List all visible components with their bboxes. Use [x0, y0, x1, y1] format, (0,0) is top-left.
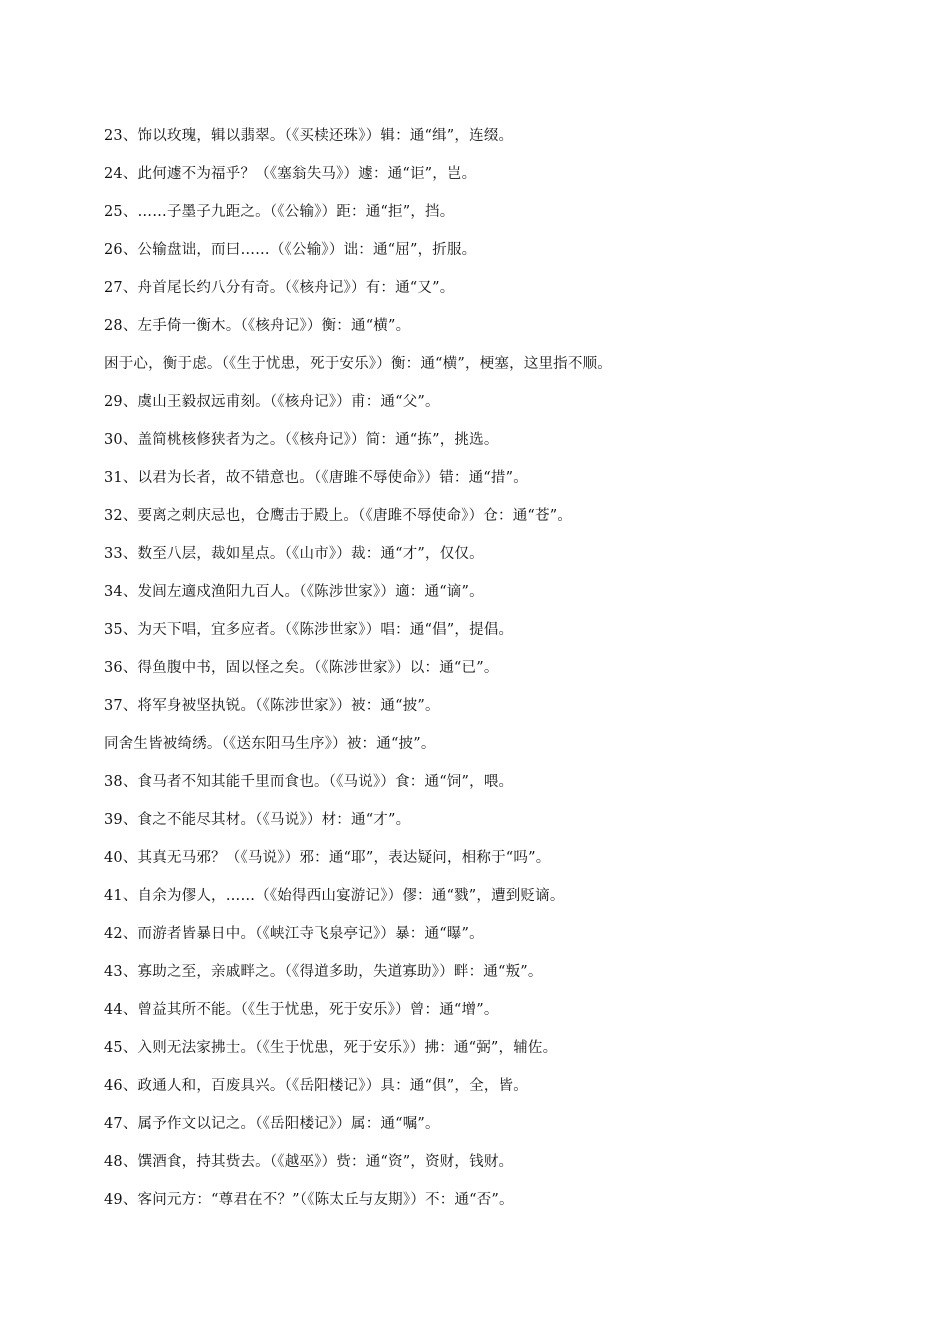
list-item: 23、饰以玫瑰，辑以翡翠。（《买椟还珠》）辑：通“缉”，连缀。	[104, 128, 514, 144]
tongjiazi-list	[104, 124, 904, 1226]
list-item: 29、虞山王毅叔远甫刻。（《核舟记》）甫：通“父”。	[104, 394, 440, 410]
list-item: 41、自余为僇人，……（《始得西山宴游记》）僇：通“戮”，遭到贬谪。	[104, 888, 565, 904]
list-item: 30、盖简桃核修狭者为之。（《核舟记》）简：通“拣”，挑选。	[104, 432, 499, 448]
list-item: 26、公输盘诎，而曰……（《公输》）诎：通“屈”，折服。	[104, 242, 477, 258]
list-item: 32、要离之刺庆忌也，仓鹰击于殿上。（《唐雎不辱使命》）仓：通“苍”。	[104, 508, 573, 524]
list-item: 47、属予作文以记之。（《岳阳楼记》）属：通“嘱”。	[104, 1116, 440, 1132]
list-item: 42、而游者皆暴日中。（《峡江寺飞泉亭记》）暴：通“曝”。	[104, 926, 484, 942]
list-item: 40、其真无马邪？（《马说》）邪：通“耶”，表达疑问，相称于“吗”。	[104, 850, 551, 866]
list-item: 45、入则无法家拂士。（《生于忧患，死于安乐》）拂：通“弼”，辅佐。	[104, 1040, 558, 1056]
list-item: 48、馔酒食，持其赀去。（《越巫》）赀：通“资”，资财，钱财。	[104, 1154, 514, 1170]
list-item: 同舍生皆被绮绣。（《送东阳马生序》）被：通“披”。	[104, 736, 436, 752]
list-item: 33、数至八层，裁如星点。（《山市》）裁：通“才”，仅仅。	[104, 546, 484, 562]
list-item: 36、得鱼腹中书，固以怪之矣。（《陈涉世家》）以：通“已”。	[104, 660, 499, 676]
list-item: 28、左手倚一衡木。（《核舟记》）衡：通“横”。	[104, 318, 411, 334]
list-item: 39、食之不能尽其材。（《马说》）材：通“才”。	[104, 812, 411, 828]
list-item: 27、舟首尾长约八分有奇。（《核舟记》）有：通“又”。	[104, 280, 455, 296]
list-item: 25、……子墨子九距之。（《公输》）距：通“拒”，挡。	[104, 204, 455, 220]
list-item: 38、食马者不知其能千里而食也。（《马说》）食：通“饲”，喂。	[104, 774, 514, 790]
list-item: 31、以君为长者，故不错意也。（《唐雎不辱使命》）错：通“措”。	[104, 470, 528, 486]
list-item: 49、客问元方：“尊君在不？”（《陈太丘与友期》）不：通“否”。	[104, 1192, 514, 1208]
list-item: 46、政通人和，百废具兴。（《岳阳楼记》）具：通“俱”，全，皆。	[104, 1078, 528, 1094]
list-item: 43、寡助之至，亲戚畔之。（《得道多助，失道寡助》）畔：通“叛”。	[104, 964, 543, 980]
list-item: 困于心，衡于虑。（《生于忧患，死于安乐》）衡：通“横”，梗塞，这里指不顺。	[104, 356, 612, 372]
list-item: 34、发闾左適戍渔阳九百人。（《陈涉世家》）適：通“谪”。	[104, 584, 484, 600]
list-item: 44、曾益其所不能。（《生于忧患，死于安乐》）曾：通“增”。	[104, 1002, 499, 1018]
list-item: 35、为天下唱，宜多应者。（《陈涉世家》）唱：通“倡”，提倡。	[104, 622, 514, 638]
list-item: 24、此何遽不为福乎？（《塞翁失马》）遽：通“讵”，岂。	[104, 166, 477, 182]
list-item: 37、将军身被坚执锐。（《陈涉世家》）被：通“披”。	[104, 698, 440, 714]
